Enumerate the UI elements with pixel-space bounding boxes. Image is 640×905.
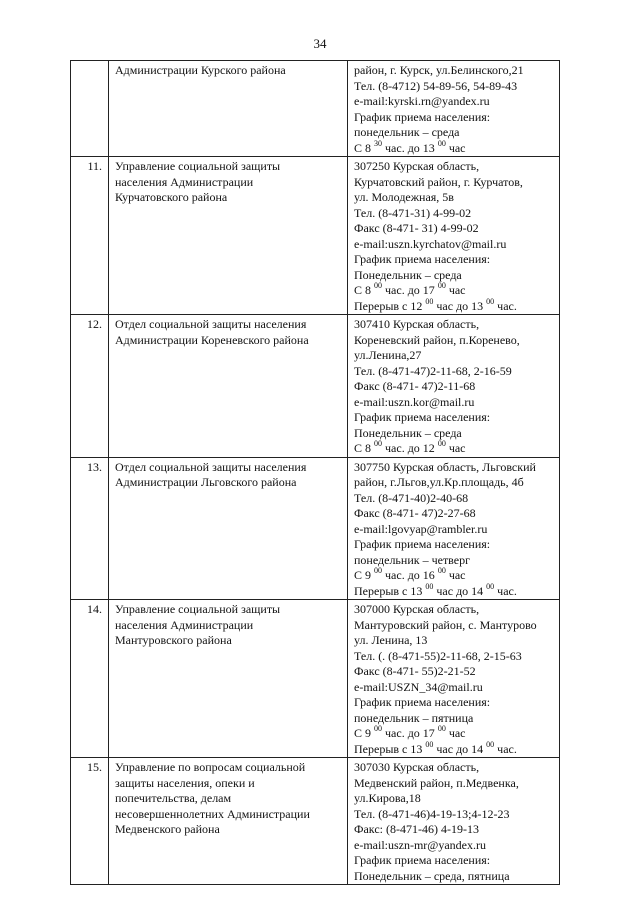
contact-line: Понедельник – среда [354,425,462,440]
contact-line: понедельник – четверг [354,552,471,567]
organization-line: защиты населения, опеки и [115,775,255,790]
contact-line: e-mail:uszn.kyrchatov@mail.ru [354,236,507,251]
organization-name [109,315,348,458]
contact-info [348,600,560,758]
contact-line: ул.Ленина,27 [354,348,422,362]
contact-line: Курчатовский район, г. Курчатов, [354,174,523,189]
contact-line: e-mail:uszn-mr@yandex.ru [354,837,487,852]
contact-line: ул. Молодежная, 5в [354,190,454,204]
row-number [71,61,109,157]
contact-line: 307750 Курская область, Льговский [354,459,536,474]
contact-line: e-mail:uszn.kor@mail.ru [354,394,475,409]
contact-line: График приема населения: [354,695,491,709]
row-number: 12. [71,315,109,458]
contact-line: 307000 Курская область, [354,602,480,616]
table-row [71,61,560,157]
contact-line: Факс: (8-471-46) 4-19-13 [354,822,479,836]
contact-line: Тел. (8-471-47)2-11-68, 2-16-59 [354,363,512,378]
organization-line: попечительства, делам [115,791,232,805]
page-number: 34 [313,36,327,51]
contact-line: Тел. (8-4712) 54-89-56, 54-89-43 [354,78,518,93]
contact-line: район, г. Курск, ул.Белинского,21 [354,63,524,77]
organization-line: Медвенского района [115,822,220,836]
contact-info [348,157,560,315]
contact-line: ул. Ленина, 13 [354,633,428,647]
contact-line: ул.Кирова,18 [354,791,421,805]
organization-line: Управление социальной защиты [115,602,281,616]
contact-line: Перерыв с 13 $^{00}$ час до 14 $^{00}$ час. [354,581,517,598]
contact-line: Тел. (8-471-46)4-19-13;4-12-23 [354,806,510,821]
contact-line: e-mail:USZN_34@mail.ru [354,679,483,694]
contact-line: Факс (8-471- 31) 4-99-02 [354,221,479,235]
organization-line: Управление социальной защиты [115,159,281,173]
contact-line: График приема населения: [354,853,491,867]
contact-line: Перерыв с 13 $^{00}$ час до 14 $^{00}$ час. [354,739,517,756]
organization-line: Администрации Кореневского района [115,332,309,347]
contact-line: 307030 Курская область, [354,760,480,774]
contact-line: С 8 $^{00}$ час. до 17 $^{00}$ час [354,281,466,297]
contact-line: понедельник – среда [354,125,460,139]
contact-line: График приема населения: [354,537,491,551]
row-number: 11. [71,157,109,315]
contact-line: Понедельник – среда, пятница [354,868,510,883]
table-row [71,758,560,885]
contacts-table [70,60,560,885]
contact-info [348,61,560,157]
contact-line: Факс (8-471- 47)2-11-68 [354,379,476,393]
table-row [71,457,560,600]
organization-line: населения Администрации [115,617,254,632]
contact-info [348,315,560,458]
contact-line: С 8 $^{00}$ час. до 12 $^{00}$ час [354,439,466,455]
contact-line: С 9 $^{00}$ час. до 17 $^{00}$ час [354,724,466,740]
contact-info [348,758,560,885]
organization-name [109,61,348,157]
contact-line: Перерыв с 12 $^{00}$ час до 13 $^{00}$ час. [354,296,517,313]
contact-line: район, г.Льгов,ул.Кр.площадь, 4б [354,475,524,489]
contact-line: График приема населения: [354,252,491,266]
contact-line: С 9 $^{00}$ час. до 16 $^{00}$ час [354,566,466,582]
contact-line: Тел. (. (8-471-55)2-11-68, 2-15-63 [354,648,522,663]
contact-line: Мантуровский район, с. Мантурово [354,617,537,632]
organization-line: населения Администрации [115,174,254,189]
contact-line: e-mail:lgovyap@rambler.ru [354,521,488,536]
contact-line: Факс (8-471- 47)2-27-68 [354,506,476,520]
contact-line: Тел. (8-471-40)2-40-68 [354,490,469,505]
table-row [71,157,560,315]
organization-line: Отдел социальной защиты населения [115,317,307,331]
organization-line: Отдел социальной защиты населения [115,459,307,474]
organization-line: Управление по вопросам социальной [115,760,306,774]
contact-line: 307250 Курская область, [354,159,480,173]
organization-line: Администрации Курского района [115,63,286,77]
row-number: 14. [71,600,109,758]
table-row [71,315,560,458]
contact-line: e-mail:kyrski.rn@yandex.ru [354,94,490,108]
contact-line: Тел. (8-471-31) 4-99-02 [354,205,472,220]
contact-line: Кореневский район, п.Коренево, [354,332,520,347]
row-number: 13. [71,457,109,600]
table-row [71,600,560,758]
contact-info [348,457,560,600]
organization-line: несовершеннолетних Администрации [115,806,310,821]
contact-line: понедельник – пятница [354,710,474,725]
contact-line: Понедельник – среда [354,267,462,282]
contact-line: График приема населения: [354,109,491,124]
organization-line: Курчатовского района [115,190,228,204]
contact-line: С 8 $^{30}$ час. до 13 $^{00}$ час [354,138,466,155]
organization-line: Администрации Льговского района [115,475,297,489]
organization-name [109,600,348,758]
row-number: 15. [71,758,109,885]
contact-line: График приема населения: [354,410,491,424]
contact-line: Медвенский район, п.Медвенка, [354,775,519,790]
organization-line: Мантуровского района [115,633,232,647]
contact-line: 307410 Курская область, [354,317,480,331]
organization-name [109,457,348,600]
organization-name [109,758,348,885]
organization-name [109,157,348,315]
contact-line: Факс (8-471- 55)2-21-52 [354,664,476,678]
